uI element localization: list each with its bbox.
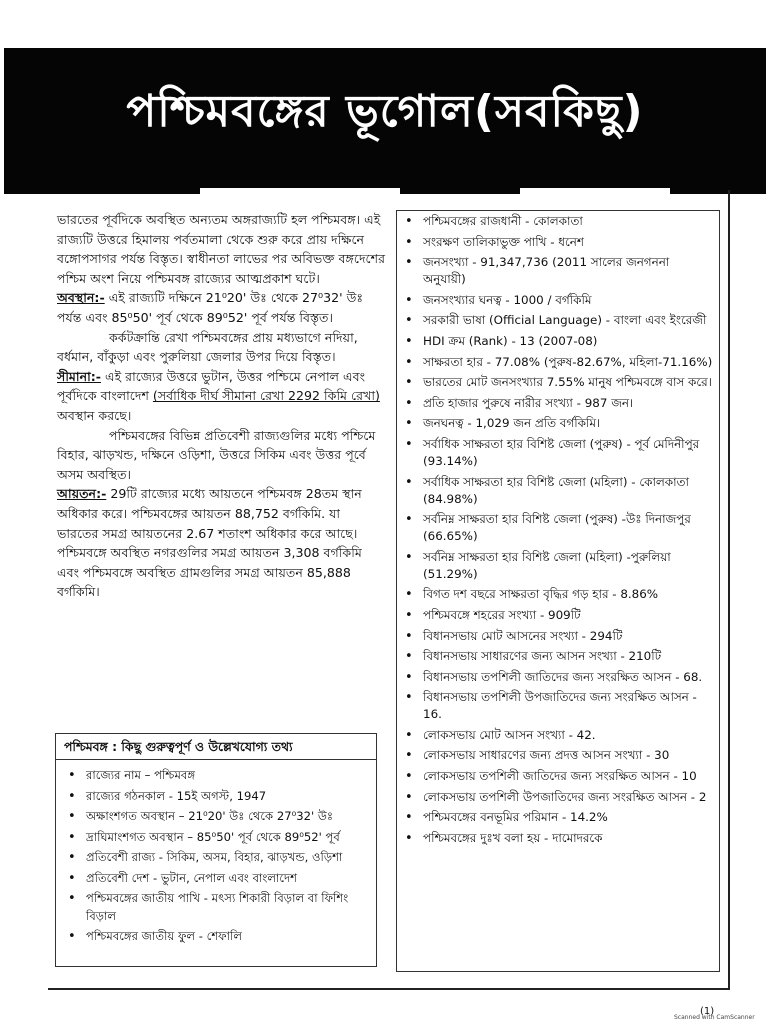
intro-paragraph: ভারতের পূর্বদিকে অবস্থিত অন্যতম অঙ্গরাজ্যটি হল পশ্চিমবঙ্গ। এই রাজ্যটি উত্তরে হিমালয় পর্বতমালা থেকে শুরু করে প্রায় দক্ষিনে বঙ্গোপসাগর পর্যন্ত বিস্তৃত। স্বাধীনতা লাভের পর অবিভক্ত বঙ্গদেশের পশ্চিম অংশ নিয়ে পশ্চিমবঙ্গ রাজ্যের আত্মপ্রকাশ ঘটে। bbox=[57, 212, 385, 286]
area-text: 29টি রাজ্যের মধ্যে আয়তনে পশ্চিমবঙ্গ 28তম স্থান অধিকার করে। পশ্চিমবঙ্গের আয়তন 88,752 বর্গকিমি. যা ভারতের সমগ্র আয়তনের 2.67 শতাংশ অধিকার করে আছে। পশ্চিমবঙ্গে অবস্থিত নগরগুলির সমগ্র আয়তন 3,308 বর্গকিমি এবং পশ্চিমবঙ্গে অবস্থিত গ্রামগুলির সমগ্র আয়তন 85,888 বর্গকিমি। bbox=[57, 486, 362, 600]
list-item: • বিধানসভায় তপশিলী জাতিদের জন্য সংরক্ষিত আসন - 68. bbox=[423, 669, 713, 686]
list-item: • সর্বনিম্ন সাক্ষরতা হার বিশিষ্ট জেলা (পুরুষ) -উঃ দিনাজপুর (66.65%) bbox=[423, 511, 713, 545]
tropic-paragraph: কর্কটক্রান্তি রেখা পশ্চিমবঙ্গের প্রায় মধ্যভাগে নদিয়া, বর্ধমান, বাঁকুড়া এবং পুরুলিয়া জেলার উপর দিয়ে বিস্তৃত। bbox=[57, 329, 358, 365]
list-item: • জনসংখ্যা - 91,347,736 (2011 সালের জনগননা অনুযায়ী) bbox=[423, 254, 713, 288]
list-item: • পশ্চিমবঙ্গের রাজধানী - কোলকাতা bbox=[423, 213, 713, 230]
list-item: • জনসংখ্যার ঘনত্ব - 1000 / বর্গকিমি bbox=[423, 292, 713, 309]
list-item: • পশ্চিমবঙ্গের বনভূমির পরিমান - 14.2% bbox=[423, 809, 713, 826]
title-banner bbox=[4, 48, 766, 194]
list-item: • পশ্চিমবঙ্গের জাতীয় ফুল - শেফালি bbox=[86, 928, 370, 946]
page-border-bottom bbox=[48, 988, 730, 990]
page-border-right bbox=[728, 190, 730, 990]
list-item: • লোকসভায় মোট আসন সংখ্যা - 42. bbox=[423, 727, 713, 744]
list-item: • HDI ক্রম (Rank) - 13 (2007-08) bbox=[423, 333, 713, 350]
neighbours-paragraph: পশ্চিমবঙ্গের বিভিন্ন প্রতিবেশী রাজ্যগুলির মধ্যে পশ্চিমে বিহার, ঝাড়খন্ড, দক্ষিনে ওড়িশা, উত্তরে সিকিম এবং উত্তর পূর্বে অসম অবস্থিত। bbox=[57, 427, 376, 482]
list-item: • সাক্ষরতা হার - 77.08% (পুরুষ-82.67%, মহিলা-71.16%) bbox=[423, 354, 713, 371]
list-item: • রাজ্যের নাম – পশ্চিমবঙ্গ bbox=[86, 767, 370, 785]
stats-list bbox=[397, 211, 719, 847]
facts-box-divider bbox=[56, 759, 376, 760]
list-item: • লোকসভায় তপশিলী জাতিদের জন্য সংরক্ষিত আসন - 10 bbox=[423, 768, 713, 785]
list-item: • সর্বাধিক সাক্ষরতা হার বিশিষ্ট জেলা (মহিলা) - কোলকাতা (84.98%) bbox=[423, 474, 713, 508]
facts-list bbox=[56, 767, 376, 946]
list-item: • সর্বনিম্ন সাক্ষরতা হার বিশিষ্ট জেলা (মহিলা) -পুরুলিয়া (51.29%) bbox=[423, 549, 713, 583]
border-text: এই রাজ্যের উত্তরে ভুটান, উত্তর পশ্চিমে নেপাল এবং পূর্বদিকে বাংলাদেশ bbox=[57, 368, 366, 404]
location-label: অবস্থান:- bbox=[57, 290, 105, 306]
list-item: • প্রতিবেশী দেশ - ভুটান, নেপাল এবং বাংলাদেশ bbox=[86, 870, 370, 888]
list-item: • ভারতের মোট জনসংখ্যার 7.55% মানুষ পশ্চিমবঙ্গে বাস করে। bbox=[423, 374, 713, 391]
border-text-end: অবস্থান করছে। bbox=[57, 407, 132, 423]
important-facts-box bbox=[55, 733, 377, 967]
list-item: • অক্ষাংশগত অবস্থান – 21⁰20' উঃ থেকে 27⁰32' উঃ bbox=[86, 808, 370, 826]
border-paragraph bbox=[57, 367, 385, 426]
list-item: • লোকসভায় তপশিলী উপজাতিদের জন্য সংরক্ষিত আসন - 2 bbox=[423, 789, 713, 806]
border-highlight: (সর্বাধিক দীর্ঘ সীমানা রেখা 2292 কিমি রেখা) bbox=[152, 388, 380, 404]
page-number: (1) bbox=[700, 1006, 715, 1017]
list-item: • সরকারী ভাষা (Official Language) - বাংলা এবং ইংরেজী bbox=[423, 312, 713, 329]
area-paragraph bbox=[57, 484, 385, 602]
list-item: • পশ্চিমবঙ্গের দুঃখ বলা হয় - দামোদরকে bbox=[423, 830, 713, 847]
list-item: • বিগত দশ বছরে সাক্ষরতা বৃদ্ধির গড় হার - 8.86% bbox=[423, 586, 713, 603]
list-item: • সর্বাধিক সাক্ষরতা হার বিশিষ্ট জেলা (পুরুষ) - পূর্ব মেদিনীপুর (93.14%) bbox=[423, 436, 713, 470]
stats-box bbox=[396, 210, 720, 972]
location-text: এই রাজ্যটি দক্ষিনে 21⁰20' উঃ থেকে 27⁰32' উঃ পর্যন্ত এবং 85⁰50' পূর্ব থেকে 89⁰52' পূর্ব পর্যন্ত বিস্তৃত। bbox=[57, 290, 364, 325]
list-item: • রাজ্যের গঠনকাল - 15ই অগস্ট, 1947 bbox=[86, 788, 370, 806]
list-item: • প্রতি হাজার পুরুষে নারীর সংখ্যা - 987 জন। bbox=[423, 395, 713, 412]
list-item: • পশ্চিমবঙ্গে শহরের সংখ্যা - 909টি bbox=[423, 607, 713, 624]
list-item: • পশ্চিমবঙ্গের জাতীয় পাখি - মৎস্য শিকারী বিড়াল বা ফিশিং বিড়াল bbox=[86, 890, 370, 925]
left-column bbox=[57, 210, 385, 602]
page-title: পশ্চিমবঙ্গের ভূগোল(সবকিছু) bbox=[126, 86, 644, 137]
list-item: • জনঘনত্ব - 1,029 জন প্রতি বর্গকিমি। bbox=[423, 415, 713, 432]
list-item: • প্রতিবেশী রাজ্য - সিকিম, অসম, বিহার, ঝাড়খন্ড, ওড়িশা bbox=[86, 849, 370, 867]
area-label: আয়তন:- bbox=[57, 486, 107, 502]
banner-divider-right bbox=[520, 188, 670, 196]
list-item: • বিধানসভায় সাধারণের জন্য আসন সংখ্যা - 210টি bbox=[423, 648, 713, 665]
list-item: • বিধানসভায় তপশিলী উপজাতিদের জন্য সংরক্ষিত আসন - 16. bbox=[423, 689, 713, 723]
list-item: • লোকসভায় সাধারণের জন্য প্রদত্ত আসন সংখ্যা - 30 bbox=[423, 747, 713, 764]
location-paragraph bbox=[57, 288, 385, 327]
list-item: • বিধানসভায় মোট আসনের সংখ্যা - 294টি bbox=[423, 628, 713, 645]
facts-box-title: পশ্চিমবঙ্গ : কিছু গুরুত্বপূর্ণ ও উল্লেখযোগ্য তথ্য bbox=[64, 739, 293, 754]
border-label: সীমানা:- bbox=[57, 368, 101, 384]
banner-divider-left bbox=[200, 188, 400, 196]
list-item: • সংরক্ষণ তালিকাভুক্ত পাখি - ধনেশ bbox=[423, 234, 713, 251]
list-item: • দ্রাঘিমাংশগত অবস্থান – 85⁰50' পূর্ব থেকে 89⁰52' পূর্ব bbox=[86, 829, 370, 847]
scanner-watermark: Scanned with CamScanner bbox=[674, 1014, 755, 1021]
